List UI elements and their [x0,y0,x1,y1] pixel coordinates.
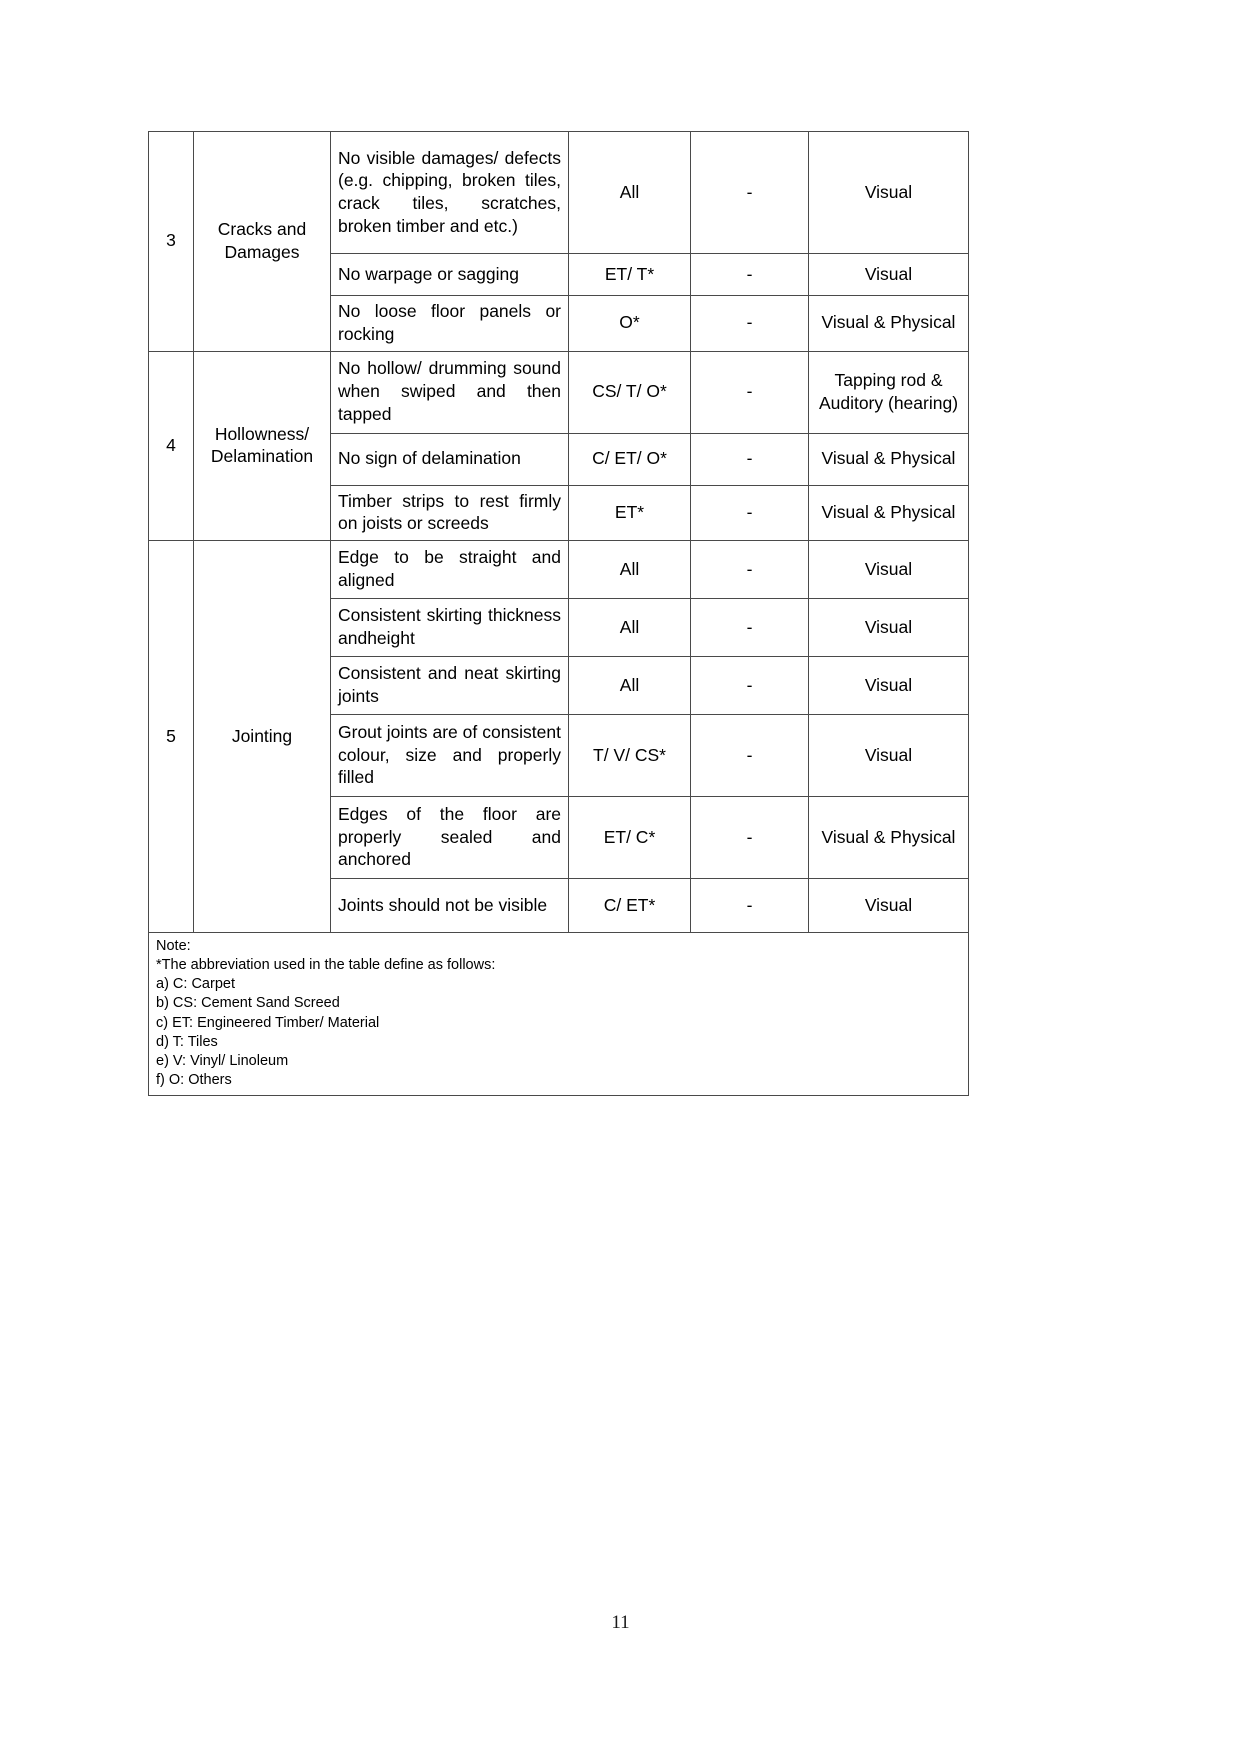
tolerance-cell: - [691,715,809,797]
applicability-cell: All [569,657,691,715]
method-cell: Visual [809,541,969,599]
table-row [149,351,969,433]
note-line: f) O: Others [156,1071,232,1088]
method-cell: Visual & Physical [809,797,969,879]
page-number: 11 [611,1612,630,1633]
method-cell: Visual & Physical [809,296,969,352]
note-line: a) C: Carpet [156,976,235,993]
table-body [149,132,969,1096]
description-cell: No hollow/ drumming sound when swiped and then tapped [331,351,569,433]
description-cell: Consistent skirting thickness andheight [331,599,569,657]
tolerance-cell: - [691,296,809,352]
description-cell: Grout joints are of consistent colour, size and properly filled [331,715,569,797]
applicability-cell: All [569,132,691,254]
note-cell [149,933,969,1096]
row-number-cell: 5 [149,541,194,933]
note-line: d) T: Tiles [156,1033,218,1050]
category-cell: Jointing [194,541,331,933]
applicability-cell: ET/ C* [569,797,691,879]
tolerance-cell: - [691,657,809,715]
specification-table [148,131,969,1096]
description-cell: No visible damages/ defects (e.g. chipping, broken tiles, crack tiles, scratches, broken timber and etc.) [331,132,569,254]
tolerance-cell: - [691,433,809,485]
specification-table-container [148,131,968,1096]
description-cell: Edges of the floor are properly sealed and anchored [331,797,569,879]
tolerance-cell: - [691,879,809,933]
method-cell: Visual [809,715,969,797]
description-cell: No warpage or sagging [331,254,569,296]
method-cell: Visual [809,657,969,715]
tolerance-cell: - [691,599,809,657]
applicability-cell: T/ V/ CS* [569,715,691,797]
method-cell: Visual [809,879,969,933]
method-cell: Visual [809,132,969,254]
description-cell: Timber strips to rest firmly on joists or screeds [331,485,569,541]
row-number-cell: 3 [149,132,194,352]
table-note-row [149,933,969,1096]
description-cell: Joints should not be visible [331,879,569,933]
category-cell: Cracks and Damages [194,132,331,352]
description-cell: No loose floor panels or rocking [331,296,569,352]
tolerance-cell: - [691,541,809,599]
applicability-cell: C/ ET/ O* [569,433,691,485]
note-line: Note: [156,938,191,954]
table-row [149,541,969,599]
tolerance-cell: - [691,351,809,433]
row-number-cell: 4 [149,351,194,541]
category-cell: Hollowness/ Delamination [194,351,331,541]
applicability-cell: ET/ T* [569,254,691,296]
tolerance-cell: - [691,485,809,541]
description-cell: No sign of delamination [331,433,569,485]
method-cell: Visual & Physical [809,433,969,485]
method-cell: Visual & Physical [809,485,969,541]
method-cell: Tapping rod & Auditory (hearing) [809,351,969,433]
applicability-cell: ET* [569,485,691,541]
note-line: e) V: Vinyl/ Linoleum [156,1052,289,1069]
method-cell: Visual [809,254,969,296]
applicability-cell: CS/ T/ O* [569,351,691,433]
method-cell: Visual [809,599,969,657]
description-cell: Consistent and neat skirting joints [331,657,569,715]
applicability-cell: All [569,599,691,657]
applicability-cell: O* [569,296,691,352]
tolerance-cell: - [691,797,809,879]
applicability-cell: All [569,541,691,599]
description-cell: Edge to be straight and aligned [331,541,569,599]
tolerance-cell: - [691,132,809,254]
tolerance-cell: - [691,254,809,296]
note-line: *The abbreviation used in the table define as follows: [156,957,496,974]
note-line: b) CS: Cement Sand Screed [156,995,340,1012]
note-line: c) ET: Engineered Timber/ Material [156,1014,380,1031]
table-row [149,132,969,254]
applicability-cell: C/ ET* [569,879,691,933]
